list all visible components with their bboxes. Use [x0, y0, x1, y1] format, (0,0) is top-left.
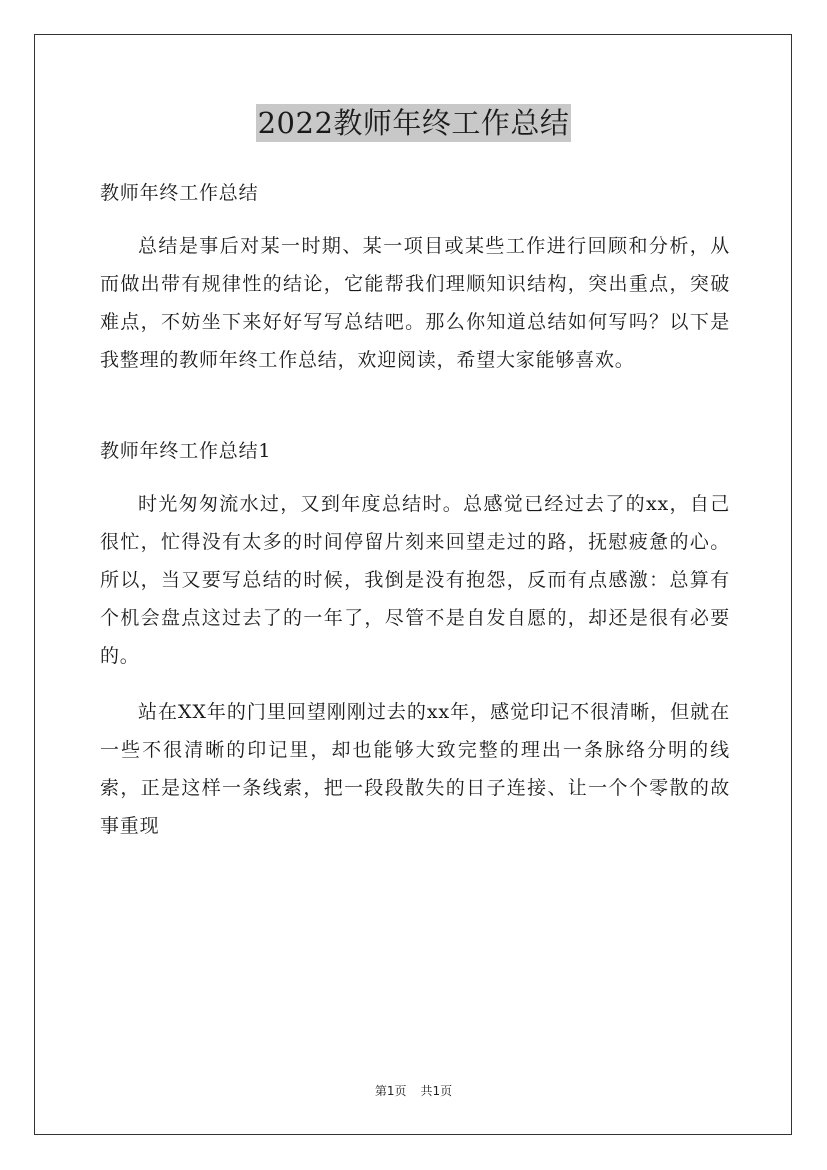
- page-number: 第1页: [374, 1084, 407, 1098]
- document-title-wrapper: [0, 104, 827, 142]
- body-paragraph-1: 时光匆匆流水过，又到年度总结时。总感觉已经过去了的xx，自己很忙，忙得没有太多的时间停留片刻来回望走过的路，抚慰疲惫的心。所以，当又要写总结的时候，我倒是没有抱怨，反而有点感激：总算有个机会盘点这过去了的一年了，尽管不是自发自愿的，却还是很有必要的。: [100, 493, 730, 667]
- page-total: 共1页: [420, 1084, 453, 1098]
- section-heading: 教师年终工作总结: [100, 182, 259, 204]
- intro-paragraph: 总结是事后对某一时期、某一项目或某些工作进行回顾和分析，从而做出带有规律性的结论，它能帮我们理顺知识结构，突出重点，突破难点，不妨坐下来好好写写总结吧。那么你知道总结如何写吗？以下是我整理的教师年终工作总结，欢迎阅读，希望大家能够喜欢。: [100, 235, 730, 371]
- body-paragraph-2: 站在XX年的门里回望刚刚过去的xx年，感觉印记不很清晰，但就在一些不很清晰的印记里，却也能够大致完整的理出一条脉络分明的线索，正是这样一条线索，把一段段散失的日子连接、让一个个零散的故事重现: [100, 701, 730, 837]
- page-footer: [0, 1083, 827, 1099]
- document-title: 2022教师年终工作总结: [257, 106, 570, 140]
- subsection-heading: 教师年终工作总结1: [100, 440, 272, 462]
- document-body: [100, 174, 730, 845]
